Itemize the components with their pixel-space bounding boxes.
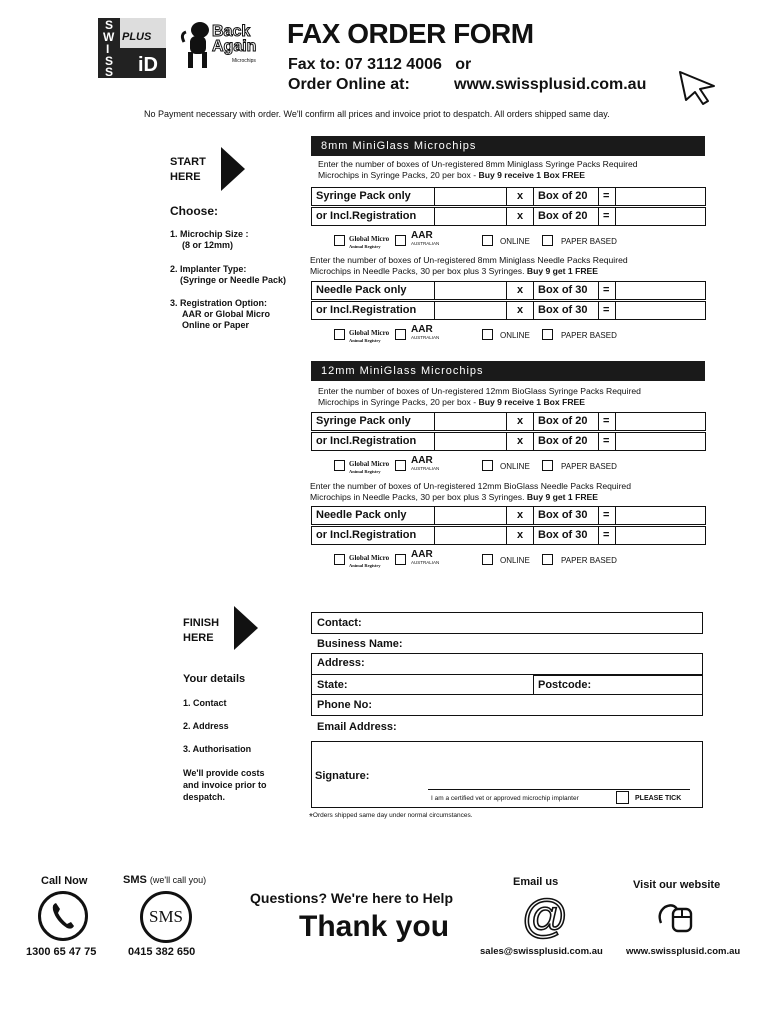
equals-sign: = [598, 301, 616, 320]
certified-text: I am a certified vet or approved microchip implanter [431, 795, 579, 802]
notice-text: No Payment necessary with order. We'll confirm all prices and invoice priot to despatch. All orders shipped same day. [144, 109, 610, 119]
aar-checkbox[interactable] [395, 554, 406, 565]
paper-checkbox[interactable] [542, 235, 553, 246]
section-12mm-needle-desc: Enter the number of boxes of Un-registered 12mm BioGlass Needle Packs Required Microchips in Needle Packs, 30 per box plus 3 Syringes. Buy 9 get 1 FREE [310, 481, 631, 502]
detail-step-address: 2. Address [183, 721, 229, 731]
qty-input[interactable] [434, 432, 507, 451]
mouse-icon [655, 897, 699, 933]
logo-letter: I [106, 42, 110, 56]
back-again-text: Back Again [212, 23, 257, 55]
call-number[interactable]: 1300 65 47 75 [26, 946, 97, 958]
qty-input[interactable] [434, 207, 507, 226]
row-label: Needle Pack only [311, 506, 435, 525]
paper-checkbox[interactable] [542, 554, 553, 565]
email-label: Email Address: [317, 721, 397, 733]
total-input[interactable] [615, 207, 706, 226]
aar-checkbox[interactable] [395, 235, 406, 246]
total-input[interactable] [615, 281, 706, 300]
logo-letter: W [103, 30, 115, 44]
section-8mm-title: 8mm MiniGlass Microchips [311, 136, 705, 156]
order-row [311, 301, 705, 320]
order-row [311, 187, 705, 206]
box-size: Box of 30 [533, 301, 599, 320]
contact-label: Contact: [317, 617, 362, 629]
order-row [311, 207, 705, 226]
paper-label: PAPER BASED [561, 462, 617, 471]
paper-label: PAPER BASED [561, 237, 617, 246]
box-size: Box of 30 [533, 526, 599, 545]
online-checkbox[interactable] [482, 554, 493, 565]
online-label: ONLINE [500, 331, 530, 340]
email-us-label: Email us [513, 876, 559, 888]
business-label: Business Name: [317, 638, 403, 650]
at-sign-icon [520, 892, 570, 942]
times-sign: x [506, 281, 534, 300]
equals-sign: = [598, 281, 616, 300]
logo-letter: S [105, 54, 114, 68]
order-row [311, 506, 705, 525]
step-registration: 3. Registration Option: AAR or Global Micro Online or Paper [170, 298, 271, 330]
section-8mm-needle-desc: Enter the number of boxes of Un-registered 8mm Miniglass Needle Packs Required Microchips in Needle Packs, 30 per box plus 3 Syringes. Buy 9 get 1 FREE [310, 255, 628, 276]
finish-arrow-icon [234, 606, 258, 650]
online-label: Order Online at: [288, 76, 410, 93]
row-label: or Incl.Registration [311, 526, 435, 545]
thank-you-text: Thank you [299, 910, 450, 943]
online-label: ONLINE [500, 237, 530, 246]
row-label: or Incl.Registration [311, 207, 435, 226]
aar-label: AAR AUSTRALIAN [411, 549, 440, 565]
times-sign: x [506, 207, 534, 226]
qty-input[interactable] [434, 526, 507, 545]
signature-line [428, 789, 690, 790]
aar-checkbox[interactable] [395, 460, 406, 471]
global-micro-checkbox[interactable] [334, 554, 345, 565]
sms-number[interactable]: 0415 382 650 [128, 946, 196, 958]
detail-step-contact: 1. Contact [183, 698, 227, 708]
phone-icon [38, 891, 88, 941]
total-input[interactable] [615, 187, 706, 206]
order-row [311, 432, 705, 451]
state-label: State: [317, 679, 348, 691]
call-now-label: Call Now [41, 875, 88, 887]
aar-label: AAR AUSTRALIAN [411, 230, 440, 246]
phone-label: Phone No: [317, 699, 372, 711]
equals-sign: = [598, 506, 616, 525]
fax-line: Fax to: 07 3112 4006 or [288, 56, 472, 73]
online-label: ONLINE [500, 556, 530, 565]
total-input[interactable] [615, 526, 706, 545]
order-row [311, 281, 705, 300]
order-row [311, 526, 705, 545]
aar-checkbox[interactable] [395, 329, 406, 340]
total-input[interactable] [615, 412, 706, 431]
equals-sign: = [598, 412, 616, 431]
step-size: 1. Microchip Size : (8 or 12mm) [170, 229, 249, 250]
row-label: Syringe Pack only [311, 412, 435, 431]
online-label: ONLINE [500, 462, 530, 471]
box-size: Box of 30 [533, 281, 599, 300]
finish-here: FINISH HERE [183, 617, 220, 644]
times-sign: x [506, 301, 534, 320]
global-micro-checkbox[interactable] [334, 460, 345, 471]
equals-sign: = [598, 526, 616, 545]
page-title: FAX ORDER FORM [287, 18, 534, 49]
box-size: Box of 30 [533, 506, 599, 525]
start-arrow-icon [221, 147, 245, 191]
qty-input[interactable] [434, 281, 507, 300]
qty-input[interactable] [434, 187, 507, 206]
logo-id: iD [138, 54, 158, 76]
dog-icon [180, 20, 214, 70]
qty-input[interactable] [434, 506, 507, 525]
address-label: Address: [317, 657, 365, 669]
online-checkbox[interactable] [482, 329, 493, 340]
row-label: or Incl.Registration [311, 432, 435, 451]
box-size: Box of 20 [533, 207, 599, 226]
section-8mm-syringe-desc: Enter the number of boxes of Un-registered 8mm Miniglass Syringe Packs Required Microchips in Syringe Packs, 20 per box - Buy 9 receive 1 Box FREE [318, 159, 638, 180]
qty-input[interactable] [434, 301, 507, 320]
global-micro-label: Global Micro Animal Registry [349, 329, 390, 343]
address-field[interactable] [311, 653, 703, 675]
total-input[interactable] [615, 506, 706, 525]
qty-input[interactable] [434, 412, 507, 431]
global-micro-label: Global Micro Animal Registry [349, 235, 390, 249]
paper-label: PAPER BASED [561, 556, 617, 565]
times-sign: x [506, 432, 534, 451]
online-checkbox[interactable] [482, 235, 493, 246]
equals-sign: = [598, 207, 616, 226]
global-micro-label: Global Micro Animal Registry [349, 460, 390, 474]
global-micro-checkbox[interactable] [334, 235, 345, 246]
sms-label: SMS (we'll call you) [123, 874, 207, 886]
website-address[interactable]: www.swissplusid.com.au [626, 946, 741, 957]
step-implanter: 2. Implanter Type: (Syringe or Needle Pack) [170, 264, 287, 285]
swissplus-logo [98, 18, 166, 78]
footnote: *Orders shipped same day under normal circumstances. [309, 812, 473, 823]
section-12mm-title: 12mm MiniGlass Microchips [311, 361, 705, 381]
paper-label: PAPER BASED [561, 331, 617, 340]
times-sign: x [506, 506, 534, 525]
back-again-sub: Microchips [232, 58, 256, 64]
postcode-label: Postcode: [538, 679, 592, 691]
contact-field[interactable] [311, 612, 703, 634]
times-sign: x [506, 526, 534, 545]
total-input[interactable] [615, 301, 706, 320]
times-sign: x [506, 412, 534, 431]
paper-checkbox[interactable] [542, 329, 553, 340]
box-size: Box of 20 [533, 412, 599, 431]
start-here: START HERE [170, 156, 206, 183]
order-row [311, 412, 705, 431]
online-checkbox[interactable] [482, 460, 493, 471]
questions-text: Questions? We're here to Help [250, 890, 453, 906]
equals-sign: = [598, 432, 616, 451]
please-tick-label: PLEASE TICK [635, 795, 682, 802]
section-12mm-syringe-desc: Enter the number of boxes of Un-registered 12mm BioGlass Syringe Packs Required Microchips in Syringe Packs, 20 per box - Buy 9 receive 1 Box FREE [318, 386, 641, 407]
online-url[interactable]: www.swissplusid.com.au [454, 76, 647, 93]
aar-label: AAR AUSTRALIAN [411, 324, 440, 340]
box-size: Box of 20 [533, 432, 599, 451]
row-label: or Incl.Registration [311, 301, 435, 320]
choose-label: Choose: [170, 204, 218, 218]
your-details-label: Your details [183, 673, 246, 685]
aar-label: AAR AUSTRALIAN [411, 455, 440, 471]
email-address[interactable]: sales@swissplusid.com.au [480, 946, 603, 957]
global-micro-label: Global Micro Animal Registry [349, 554, 390, 568]
visit-label: Visit our website [633, 879, 721, 891]
back-again-logo [180, 18, 276, 74]
box-size: Box of 20 [533, 187, 599, 206]
logo-letter: S [105, 18, 114, 32]
signature-label: Signature: [315, 770, 370, 782]
logo-letter: S [105, 65, 114, 79]
logo-plus: PLUS [122, 31, 152, 43]
certified-checkbox[interactable] [616, 791, 629, 804]
times-sign: x [506, 187, 534, 206]
sms-icon: SMS [140, 891, 192, 943]
paper-checkbox[interactable] [542, 460, 553, 471]
global-micro-checkbox[interactable] [334, 329, 345, 340]
detail-step-authorisation: 3. Authorisation [183, 744, 252, 754]
svg-text:@: @ [521, 892, 569, 942]
cursor-icon [676, 68, 720, 106]
total-input[interactable] [615, 432, 706, 451]
provide-note: We'll provide costs and invoice prior to despatch. [183, 768, 267, 802]
equals-sign: = [598, 187, 616, 206]
row-label: Needle Pack only [311, 281, 435, 300]
row-label: Syringe Pack only [311, 187, 435, 206]
